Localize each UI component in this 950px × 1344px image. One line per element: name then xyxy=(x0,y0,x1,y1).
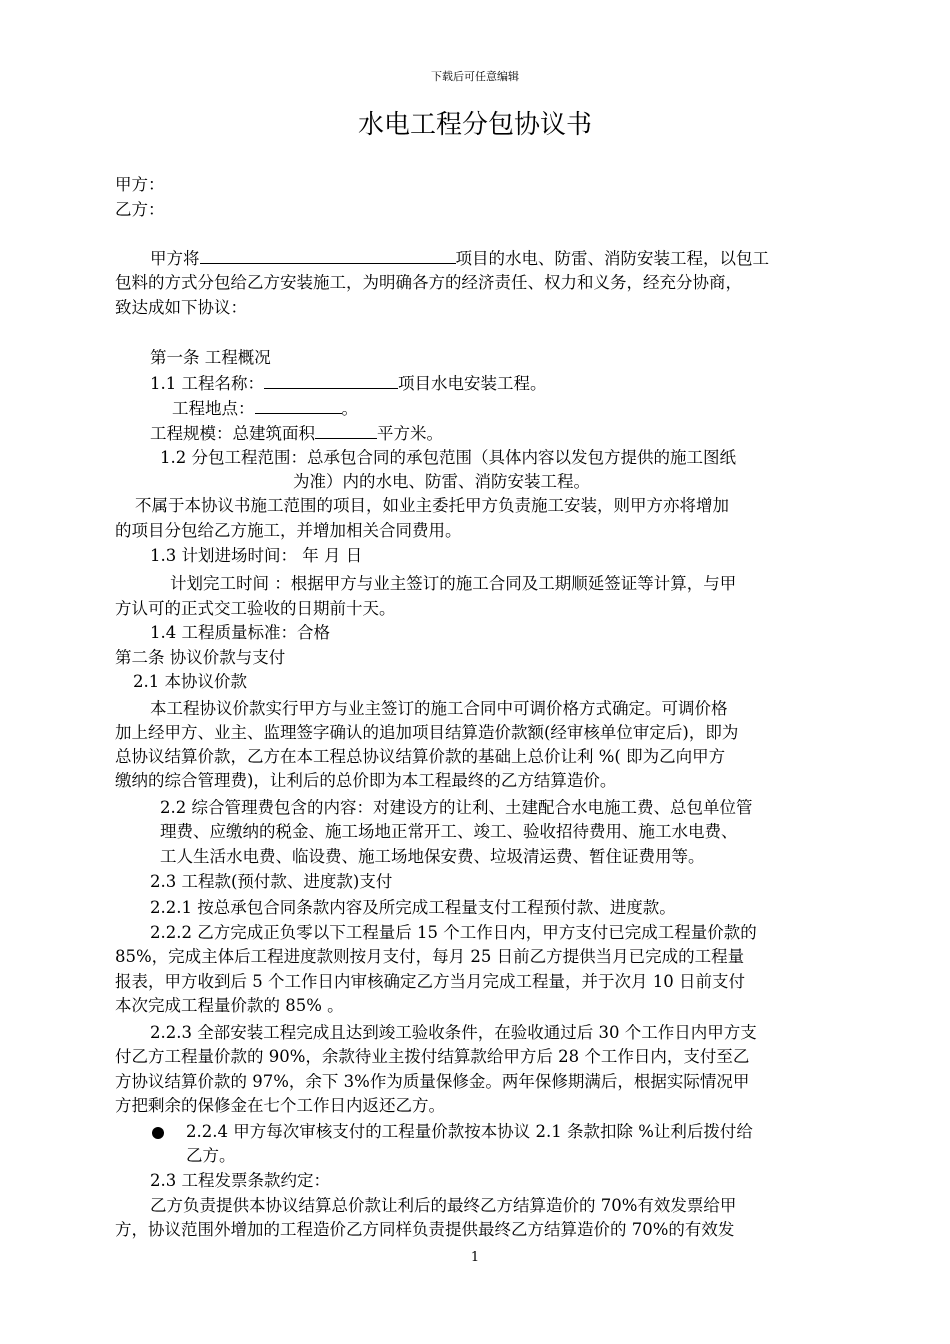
clause-2-2-3-line-2: 付乙方工程量价款的 90%，余款待业主拨付结算款给甲方后 28 个工作日内，支付至乙 xyxy=(115,1047,750,1066)
scope-line-2: 为准）内的水电、防雷、消防安装工程。 xyxy=(293,472,590,491)
project-name-suffix: 项目水电安装工程。 xyxy=(398,374,547,393)
project-name-label: 1.1 工程名称： xyxy=(150,374,264,393)
intro-line-2: 包料的方式分包给乙方安装施工，为明确各方的经济责任、权力和义务，经充分协商， xyxy=(115,273,742,292)
project-site-suffix: 。 xyxy=(341,399,358,418)
mgmt-fee-line-3: 工人生活水电费、临设费、施工场地保安费、垃圾清运费、暂住证费用等。 xyxy=(160,847,705,866)
clause-2-2-4-line-1: 2.2.4 甲方每次审核支付的工程量价款按本协议 2.1 条款扣除 %让利后拨付给 xyxy=(186,1122,753,1141)
intro-text-a: 甲方将 xyxy=(150,249,200,268)
completion-line-1: 计划完工时间 ：根据甲方与业主签订的施工合同及工期顺延签证等计算，与甲 xyxy=(170,574,737,593)
clause-2-2-1: 2.2.1 按总承包合同条款内容及所完成工程量支付工程预付款、进度款。 xyxy=(150,898,676,917)
clause-2-2-3-line-4: 方把剩余的保修金在七个工作日内返还乙方。 xyxy=(115,1096,445,1115)
project-name-line xyxy=(150,371,547,395)
section-2-1: 2.1 本协议价款 xyxy=(133,672,247,691)
invoice-line-2: 方，协议范围外增加的工程造价乙方同样负责提供最终乙方结算造价的 70%的有效发 xyxy=(115,1220,735,1239)
party-b-label: 乙方： xyxy=(115,200,165,219)
price-line-4: 缴纳的综合管理费)，让利后的总价即为本工程最终的乙方结算造价。 xyxy=(115,771,617,790)
completion-line-2: 方认可的正式交工验收的日期前十天。 xyxy=(115,599,396,618)
project-scale-suffix: 平方米。 xyxy=(377,424,443,443)
document-title: 水电工程分包协议书 xyxy=(357,110,592,140)
clause-2-2-2-line-2: 85%，完成主体后工程进度款则按月支付，每月 25 日前乙方提供当月已完成的工程量 xyxy=(115,947,745,966)
project-scale-blank xyxy=(315,421,377,439)
intro-line-3: 致达成如下协议： xyxy=(115,298,247,317)
project-site-line xyxy=(172,396,358,420)
bullet-icon xyxy=(152,1127,164,1139)
mgmt-fee-line-2: 理费、应缴纳的税金、施工场地正常开工、竣工、验收招待费用、施工水电费、 xyxy=(160,822,738,841)
scope-line-1: 1.2 分包工程范围：总承包合同的承包范围（具体内容以发包方提供的施工图纸 xyxy=(160,448,736,467)
project-blank xyxy=(200,246,456,264)
clause-2-2-2-line-4: 本次完成工程量价款的 85% 。 xyxy=(115,996,344,1015)
page-header: 下载后可任意编辑 xyxy=(431,70,519,83)
project-site-label: 工程地点： xyxy=(172,399,255,418)
price-line-3: 总协议结算价款，乙方在本工程总协议结算价款的基础上总价让利 %( 即为乙向甲方 xyxy=(115,747,726,766)
project-scale-line xyxy=(150,421,443,445)
clause-2-2-2-line-3: 报表，甲方收到后 5 个工作日内审核确定乙方当月完成工程量，并于次月 10 日前支付 xyxy=(115,972,745,991)
extra-line-1: 不属于本协议书施工范围的项目，如业主委托甲方负责施工安装，则甲方亦将增加 xyxy=(135,496,729,515)
article-2-heading: 第二条 协议价款与支付 xyxy=(115,648,286,667)
entry-time-line: 1.3 计划进场时间： 年 月 日 xyxy=(150,546,363,565)
clause-2-2-2-line-1: 2.2.2 乙方完成正负零以下工程量后 15 个工作日内，甲方支付已完成工程量价款的 xyxy=(150,923,757,942)
page-number: 1 xyxy=(470,1250,480,1265)
intro-text-b: 项目的水电、防雷、消防安装工程，以包工 xyxy=(455,249,769,268)
party-a-label: 甲方： xyxy=(115,175,165,194)
price-line-1: 本工程协议价款实行甲方与业主签订的施工合同中可调价格方式确定。可调价格 xyxy=(150,699,728,718)
project-site-blank xyxy=(255,396,342,414)
invoice-line-1: 乙方负责提供本协议结算总价款让利后的最终乙方结算造价的 70%有效发票给甲 xyxy=(150,1196,737,1215)
clause-2-2-3-line-3: 方协议结算价款的 97%，余下 3%作为质量保修金。两年保修期满后，根据实际情况甲 xyxy=(115,1072,750,1091)
extra-line-2: 的项目分包给乙方施工，并增加相关合同费用。 xyxy=(115,521,462,540)
invoice-heading: 2.3 工程发票条款约定： xyxy=(150,1171,330,1190)
section-2-3: 2.3 工程款(预付款、进度款)支付 xyxy=(150,872,393,891)
project-scale-label: 工程规模：总建筑面积 xyxy=(150,424,315,443)
project-name-blank xyxy=(264,371,398,389)
price-line-2: 加上经甲方、业主、监理签字确认的追加项目结算造价款额(经审核单位审定后)，即为 xyxy=(115,723,739,742)
clause-2-2-3-line-1: 2.2.3 全部安装工程完成且达到竣工验收条件，在验收通过后 30 个工作日内甲方支 xyxy=(150,1023,757,1042)
article-1-heading: 第一条 工程概况 xyxy=(150,348,271,367)
intro-line-1 xyxy=(150,246,769,270)
quality-line: 1.4 工程质量标准：合格 xyxy=(150,623,330,642)
mgmt-fee-line-1: 2.2 综合管理费包含的内容：对建设方的让利、土建配合水电施工费、总包单位管 xyxy=(160,798,753,817)
clause-2-2-4-line-2: 乙方。 xyxy=(186,1146,236,1165)
